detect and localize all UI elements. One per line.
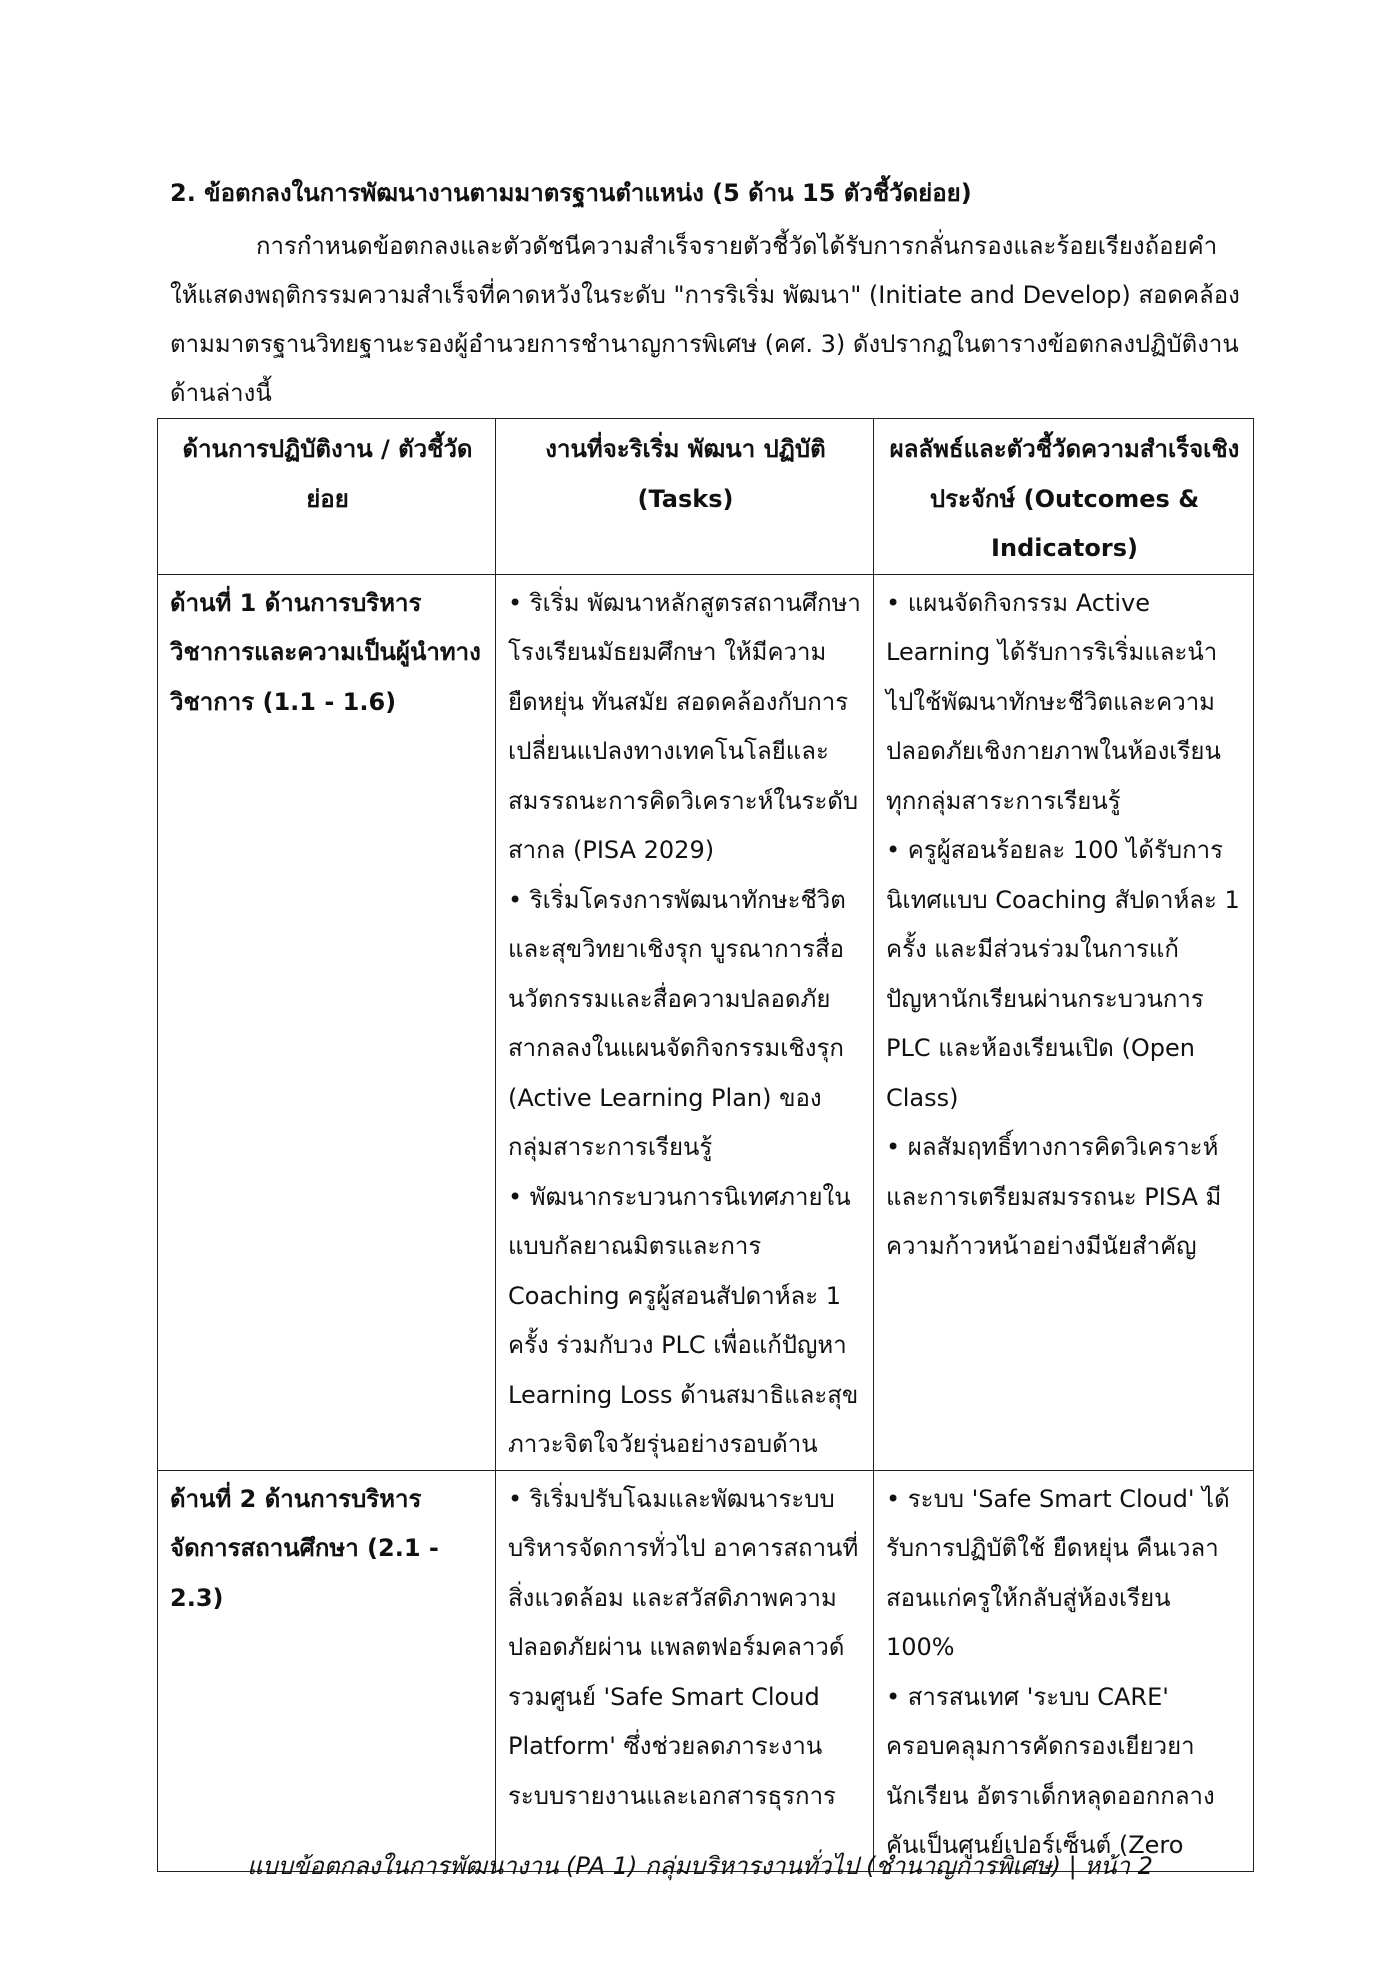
- header-outcomes: ผลลัพธ์และตัวชี้วัดความสำเร็จเชิงประจักษ์ (Outcomes & Indicators): [874, 419, 1254, 575]
- outcomes-list: [886, 579, 1243, 1272]
- list-item: • ผลสัมฤทธิ์ทางการคิดวิเคราะห์และการเตรียมสมรรถนะ PISA มีความก้าวหน้าอย่างมีนัยสำคัญ: [886, 1133, 1222, 1260]
- tasks-list: [508, 579, 863, 1470]
- intro-paragraph: การกำหนดข้อตกลงและตัวดัชนีความสำเร็จรายตัวชี้วัดได้รับการกลั่นกรองและร้อยเรียงถ้อยคำ ให้แสดงพฤติกรรมความสำเร็จที่คาดหวังในระดับ "การริเริ่ม พัฒนา" (Initiate and Develop) สอดคล้องตามมาตรฐานวิทยฐานะรองผู้อำนวยการชำนาญการพิเศษ (คศ. 3) ดังปรากฏในตารางข้อตกลงปฏิบัติงานด้านล่างนี้: [170, 232, 1240, 407]
- area-label: ด้านที่ 2 ด้านการบริหารจัดการสถานศึกษา (2.1 - 2.3): [170, 1484, 439, 1612]
- area-cell: [158, 574, 496, 1470]
- list-item: • พัฒนากระบวนการนิเทศภายในแบบกัลยาณมิตรและการ Coaching ครูผู้สอนสัปดาห์ละ 1 ครั้ง ร่วมกับวง PLC เพื่อแก้ปัญหา Learning Loss ด้านสมาธิและสุขภาวะจิตใจวัยรุ่นอย่างรอบด้าน: [508, 1182, 859, 1458]
- list-item: • ระบบ 'Safe Smart Cloud' ได้รับการปฏิบัติใช้ ยืดหยุ่น คืนเวลาสอนแก่ครูให้กลับสู่ห้องเรียน 100%: [886, 1484, 1230, 1661]
- outcomes-list: [886, 1475, 1243, 1871]
- page-footer: แบบข้อตกลงในการพัฒนางาน (PA 1) กลุ่มบริหารงานทั่วไป (ชำนาญการพิเศษ) | หน้า 2: [247, 1852, 1153, 1880]
- list-item: • ริเริ่มโครงการพัฒนาทักษะชีวิตและสุขวิทยาเชิงรุก บูรณาการสื่อนวัตกรรมและสื่อความปลอดภัยสากลลงในแผนจัดกิจกรรมเชิงรุก (Active Learning Plan) ของกลุ่มสาระการเรียนรู้: [508, 885, 846, 1161]
- outcomes-cell: [874, 574, 1254, 1470]
- list-item: • ริเริ่มปรับโฉมและพัฒนาระบบบริหารจัดการทั่วไป อาคารสถานที่สิ่งแวดล้อม และสวัสดิภาพความปลอดภัยผ่าน แพลตฟอร์มคลาวด์รวมศูนย์ 'Safe Smart Cloud Platform' ซึ่งช่วยลดภาระงานระบบรายงานและเอกสารธุรการ: [508, 1484, 859, 1810]
- tasks-list: [508, 1475, 863, 1822]
- agreement-table: [157, 418, 1254, 1872]
- outcomes-cell: [874, 1470, 1254, 1871]
- list-item: • สารสนเทศ 'ระบบ CARE' ครอบคลุมการคัดกรองเยียวยานักเรียน อัตราเด็กหลุดออกกลางคันเป็นศูนย์เปอร์เซ็นต์ (Zero: [886, 1682, 1215, 1859]
- tasks-cell: [496, 1470, 874, 1871]
- list-item: • ริเริ่ม พัฒนาหลักสูตรสถานศึกษาโรงเรียนมัธยมศึกษา ให้มีความยืดหยุ่น ทันสมัย สอดคล้องกับการเปลี่ยนแปลงทางเทคโนโลยีและสมรรถนะการคิดวิเคราะห์ในระดับสากล (PISA 2029): [508, 588, 861, 864]
- tasks-cell: [496, 574, 874, 1470]
- table-row: [158, 574, 1254, 1470]
- header-tasks: งานที่จะริเริ่ม พัฒนา ปฏิบัติ (Tasks): [496, 419, 874, 575]
- table-row: [158, 1470, 1254, 1871]
- header-area: ด้านการปฏิบัติงาน / ตัวชี้วัดย่อย: [158, 419, 496, 575]
- list-item: • แผนจัดกิจกรรม Active Learning ได้รับการริเริ่มและนำไปใช้พัฒนาทักษะชีวิตและความปลอดภัยเชิงกายภาพในห้องเรียนทุกกลุ่มสาระการเรียนรู้: [886, 588, 1221, 815]
- area-label: ด้านที่ 1 ด้านการบริหารวิชาการและความเป็นผู้นำทางวิชาการ (1.1 - 1.6): [170, 588, 481, 716]
- section-heading: 2. ข้อตกลงในการพัฒนางานตามมาตรฐานตำแหน่ง (5 ด้าน 15 ตัวชี้วัดย่อย): [170, 179, 972, 207]
- table-header-row: [158, 419, 1254, 575]
- list-item: • ครูผู้สอนร้อยละ 100 ได้รับการนิเทศแบบ Coaching สัปดาห์ละ 1 ครั้ง และมีส่วนร่วมในการแก้ปัญหานักเรียนผ่านกระบวนการ PLC และห้องเรียนเปิด (Open Class): [886, 836, 1240, 1112]
- area-cell: [158, 1470, 496, 1871]
